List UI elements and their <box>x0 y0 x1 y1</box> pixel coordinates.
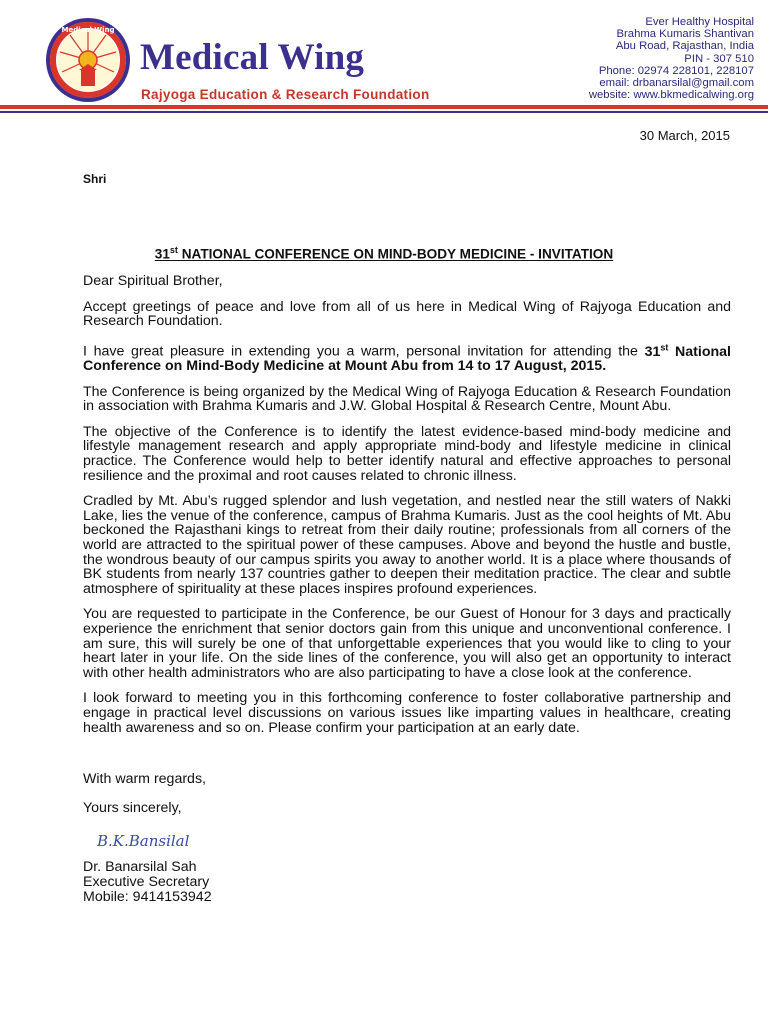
address-line: Abu Road, Rajasthan, India <box>615 40 754 53</box>
address-website: website: www.bkmedicalwing.org <box>588 89 754 102</box>
svg-text:B.K.Bansilal: B.K.Bansilal <box>97 832 190 850</box>
subject-number: 31 <box>154 246 170 262</box>
signature <box>95 826 225 854</box>
greeting: Dear Spiritual Brother, <box>83 273 223 289</box>
paragraph-closing: I look forward to meeting you in this forthcoming conference to foster collaborative partnership and engage in practical level discussions on various issues like imparting values in healthcare, creating health awareness and so on. Please confirm your participation at an early date. <box>83 690 731 736</box>
address-email: email: drbanarsilal@gmail.com <box>599 77 754 90</box>
organization-subtitle: Rajyoga Education & Research Foundation <box>141 87 430 102</box>
paragraph-invitation: I have great pleasure in extending you a warm, personal invitation for attending the 31st National Conference on Mind-Body Medicine at Mount Abu from 14 to 17 August, 2015. <box>83 341 731 375</box>
closing-regards: With warm regards, <box>83 771 206 787</box>
subject-text: NATIONAL CONFERENCE ON MIND-BODY MEDICINE - INVITATION <box>177 246 614 262</box>
letter-date: 30 March, 2015 <box>639 128 730 143</box>
conference-highlight: 31st National Conference on Mind-Body Medicine at Mount Abu from 14 to 17 August, 2015. <box>83 341 731 375</box>
paragraph-objective: The objective of the Conference is to identify the latest evidence-based mind-body medicine and lifestyle management research and apply appropriate mind-body and lifestyle medicine in clinical practice. The Conference would help to better identify natural and effective approaches to personal resilience and the proximal and root causes related to chronic illness. <box>83 423 731 484</box>
header-address <box>589 16 754 101</box>
closing <box>83 772 206 816</box>
addressee: Shri <box>83 172 107 186</box>
address-line: PIN - 307 510 <box>684 52 754 65</box>
closing-sincerely: Yours sincerely, <box>83 800 182 816</box>
svg-text:Medical Wing: Medical Wing <box>61 26 115 34</box>
signer-mobile: Mobile: 9414153942 <box>83 889 212 905</box>
organization-title: Medical Wing <box>140 37 365 78</box>
address-line: Ever Healthy Hospital <box>645 16 754 28</box>
paragraph-organizers: The Conference is being organized by the Medical Wing of Rajyoga Education & Research Foundation in association with Brahma Kumaris and J.W. Global Hospital & Research Centre, Mount Abu. <box>83 383 731 415</box>
signer-name: Dr. Banarsilal Sah <box>83 859 197 875</box>
letter-subject <box>0 245 768 262</box>
paragraph-greetings: Accept greetings of peace and love from all of us here in Medical Wing of Rajyoga Education and Research Foundation. <box>83 298 731 330</box>
signer-block <box>83 860 212 905</box>
letter-body <box>83 274 731 735</box>
address-line: Brahma Kumaris Shantivan <box>616 28 754 41</box>
header-divider-red <box>0 105 768 109</box>
subject-ordinal: st <box>169 245 178 255</box>
signer-title: Executive Secretary <box>83 874 210 890</box>
header-divider-blue <box>0 111 768 113</box>
address-phone: Phone: 02974 228101, 228107 <box>598 64 754 77</box>
paragraph-venue: Cradled by Mt. Abu’s rugged splendor and lush vegetation, and nestled near the still waters of Nakki Lake, lies the venue of the conference, campus of Brahma Kumaris. Just as the cool heights of Mt. Abu beckoned the Rajasthani kings to retreat from their daily routine; professionals from all corners of the world are attracted to the spiritual power of these campuses. Above and beyond the hustle and bustle, the wondrous beauty of our campus spirits you away to another world. It is a place where thousands of BK students from nearly 137 countries gather to deepen their meditation practice. The clear and subtle atmosphere of spirituality at these places inspires profound experiences. <box>83 493 731 597</box>
paragraph-request: You are requested to participate in the Conference, be our Guest of Honour for 3 days and practically experience the enrichment that senior doctors gain from this unique and unconventional conference. I am sure, this will surely be one of that unforgettable experiences that you would like to cling to your heart later in your life. On the side lines of the conference, you will also get an opportunity to interact with other health administrators who are also participating to have a close look at the conference. <box>83 606 731 681</box>
medical-wing-logo <box>44 16 132 104</box>
